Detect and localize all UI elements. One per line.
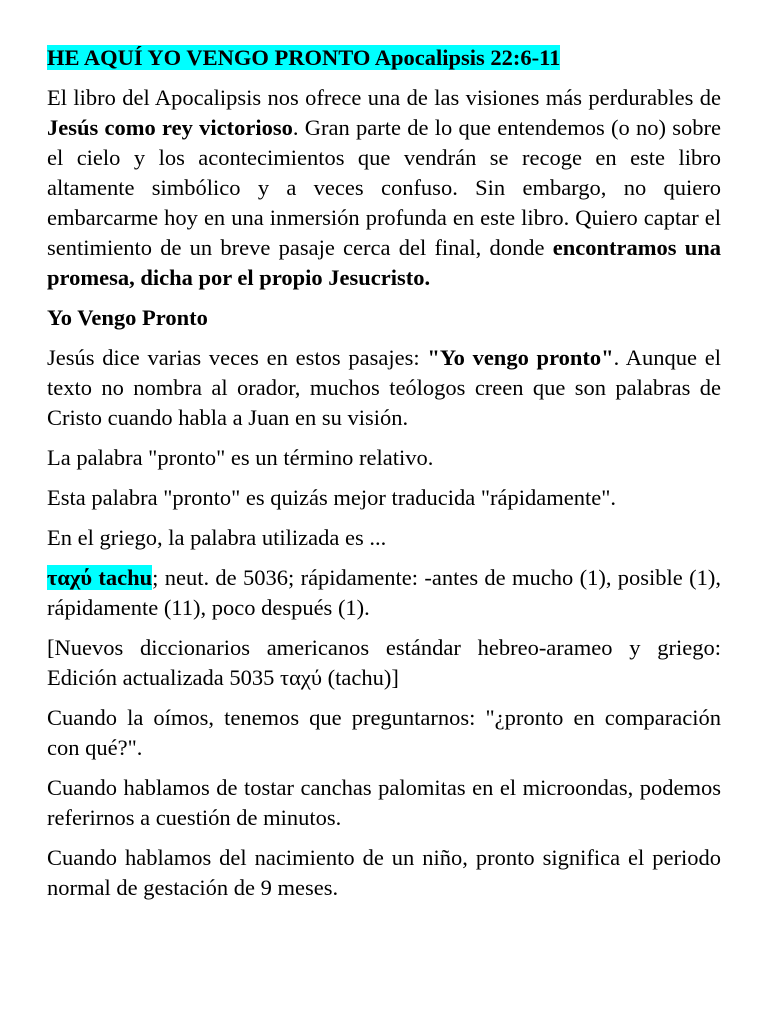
palomitas-paragraph: Cuando hablamos de tostar canchas palomitas en el microondas, podemos referirnos a cuestión de minutos. (47, 775, 721, 830)
intro-bold-2: encontramos una promesa, dicha por el propio Jesucristo. (47, 235, 721, 290)
title-main: HE AQUÍ YO VENGO PRONTO (47, 45, 371, 70)
griego-paragraph: En el griego, la palabra utilizada es ... (47, 525, 387, 550)
document-page (47, 43, 721, 913)
jesus-quote: "Yo vengo pronto" (427, 345, 614, 370)
jesus-paragraph (47, 343, 721, 433)
page-title (47, 43, 721, 73)
tachu-term: ταχύ tachu (47, 565, 153, 590)
jesus-text-1: Jesús dice varias veces en estos pasajes: (47, 345, 428, 370)
subheading-text: Yo Vengo Pronto (47, 305, 208, 330)
relativo-paragraph: La palabra "pronto" es un término relativo. (47, 445, 434, 470)
intro-bold-1: Jesús como rey victorioso (47, 115, 293, 140)
diccionarios-paragraph: [Nuevos diccionarios americanos estándar hebreo-arameo y griego: Edición actualizada 5035 ταχύ (tachu)] (47, 635, 721, 690)
intro-paragraph (47, 83, 721, 293)
tachu-paragraph (47, 563, 721, 623)
intro-text-2: . Gran parte de lo que entendemos (o no) sobre el cielo y los acontecimientos que vendrán se recoge en este libro altamente simbólico y a veces confuso. Sin embargo, no quiero embarcarme hoy en una inmersión profunda en este libro. Quiero captar el sentimiento de un breve pasaje cerca del final, donde (47, 115, 721, 260)
nino-paragraph: Cuando hablamos del nacimiento de un niño, pronto significa el periodo normal de gestación de 9 meses. (47, 845, 721, 900)
traducida-paragraph: Esta palabra "pronto" es quizás mejor traducida "rápidamente". (47, 485, 617, 510)
section-subheading (47, 303, 721, 333)
preguntarnos-paragraph: Cuando la oímos, tenemos que preguntarnos: "¿pronto en comparación con qué?". (47, 705, 721, 760)
jesus-text-2: . Aunque el texto no nombra al orador, muchos teólogos creen que son palabras de Cristo cuando habla a Juan en su visión. (47, 345, 721, 430)
intro-text-1: El libro del Apocalipsis nos ofrece una de las visiones más perdurables de (47, 85, 721, 110)
title-highlight (47, 45, 560, 70)
title-reference: Apocalipsis 22:6-11 (374, 45, 561, 70)
tachu-definition: ; neut. de 5036; rápidamente: -antes de mucho (1), posible (1), rápidamente (11), poco después (1). (47, 565, 721, 620)
